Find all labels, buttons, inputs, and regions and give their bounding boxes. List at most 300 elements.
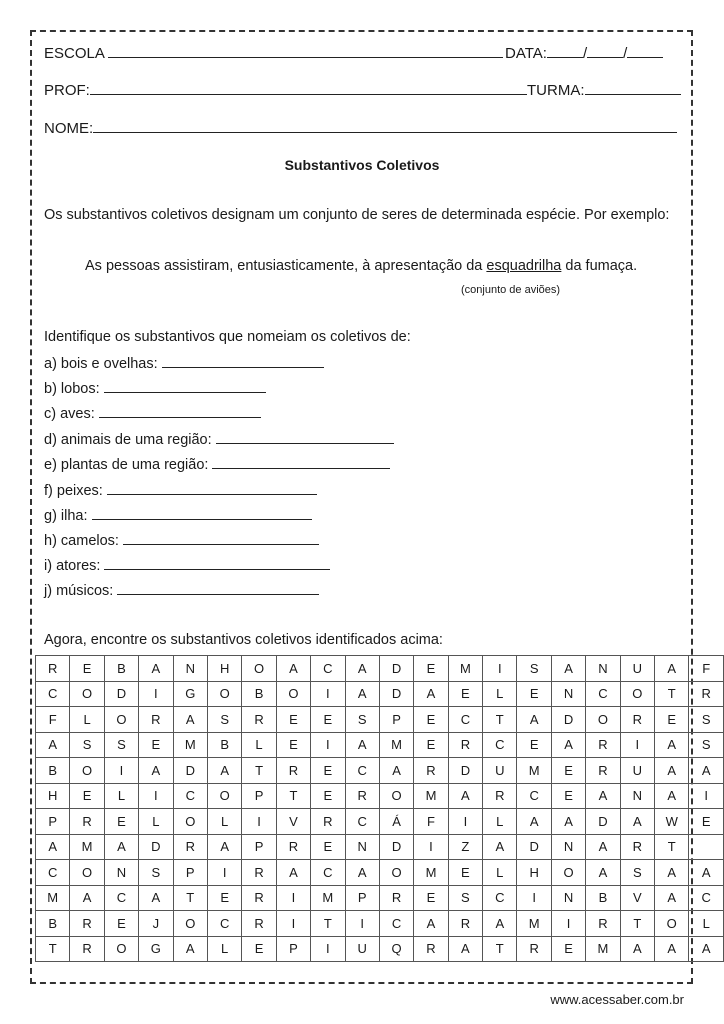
grid-cell[interactable]: A xyxy=(517,707,551,733)
grid-cell[interactable]: M xyxy=(173,732,207,758)
grid-cell[interactable]: A xyxy=(36,732,70,758)
grid-cell[interactable]: R xyxy=(70,911,104,937)
grid-cell[interactable] xyxy=(689,834,724,860)
date-day-field[interactable] xyxy=(547,44,583,58)
grid-cell[interactable]: M xyxy=(36,885,70,911)
grid-cell[interactable]: T xyxy=(655,834,689,860)
grid-cell[interactable]: C xyxy=(483,885,517,911)
grid-cell[interactable]: L xyxy=(483,860,517,886)
grid-cell[interactable]: A xyxy=(586,860,620,886)
grid-cell[interactable]: N xyxy=(104,860,138,886)
grid-cell[interactable]: P xyxy=(36,809,70,835)
grid-cell[interactable]: C xyxy=(448,707,482,733)
grid-cell[interactable]: C xyxy=(345,809,379,835)
grid-cell[interactable]: A xyxy=(207,758,241,784)
grid-cell[interactable]: D xyxy=(551,707,585,733)
grid-cell[interactable]: L xyxy=(483,809,517,835)
grid-cell[interactable]: A xyxy=(551,809,585,835)
grid-cell[interactable]: E xyxy=(70,783,104,809)
grid-cell[interactable]: I xyxy=(345,911,379,937)
grid-cell[interactable]: A xyxy=(448,936,482,962)
grid-cell[interactable]: V xyxy=(620,885,654,911)
grid-cell[interactable]: E xyxy=(414,707,448,733)
example-sentence xyxy=(85,258,637,274)
grid-cell[interactable]: E xyxy=(311,783,345,809)
grid-cell[interactable]: M xyxy=(517,758,551,784)
school-field[interactable] xyxy=(108,44,503,58)
grid-cell[interactable]: A xyxy=(655,732,689,758)
wordsearch-instruction: Agora, encontre os substantivos coletivos identificados acima: xyxy=(44,632,443,648)
grid-cell[interactable]: R xyxy=(586,911,620,937)
turma-line xyxy=(527,81,681,99)
grid-cell[interactable]: R xyxy=(586,758,620,784)
grid-cell[interactable]: E xyxy=(517,681,551,707)
grid-cell[interactable]: G xyxy=(139,936,173,962)
grid-cell[interactable]: I xyxy=(139,783,173,809)
grid-cell[interactable]: C xyxy=(36,860,70,886)
grid-cell[interactable]: D xyxy=(104,681,138,707)
grid-cell[interactable]: H xyxy=(517,860,551,886)
grid-cell[interactable]: P xyxy=(379,707,413,733)
prof-line xyxy=(44,81,527,99)
grid-cell[interactable]: M xyxy=(586,936,620,962)
grid-cell[interactable]: O xyxy=(620,681,654,707)
grid-cell[interactable]: M xyxy=(414,783,448,809)
grid-cell[interactable]: T xyxy=(483,707,517,733)
grid-cell[interactable]: U xyxy=(483,758,517,784)
grid-cell[interactable]: A xyxy=(345,860,379,886)
grid-cell[interactable]: R xyxy=(689,681,724,707)
grid-cell[interactable]: E xyxy=(414,885,448,911)
grid-cell[interactable]: D xyxy=(586,809,620,835)
grid-cell[interactable]: S xyxy=(70,732,104,758)
grid-cell[interactable]: O xyxy=(551,860,585,886)
grid-cell[interactable]: G xyxy=(173,681,207,707)
grid-cell[interactable]: P xyxy=(242,783,276,809)
grid-cell[interactable]: E xyxy=(551,783,585,809)
grid-cell[interactable]: E xyxy=(551,758,585,784)
grid-cell[interactable]: O xyxy=(70,681,104,707)
grid-cell[interactable]: A xyxy=(414,681,448,707)
grid-cell[interactable]: E xyxy=(689,809,724,835)
grid-cell[interactable]: E xyxy=(517,732,551,758)
grid-cell[interactable]: N xyxy=(345,834,379,860)
grid-cell[interactable]: B xyxy=(36,911,70,937)
grid-cell[interactable]: S xyxy=(139,860,173,886)
grid-cell[interactable]: I xyxy=(139,681,173,707)
grid-cell[interactable]: A xyxy=(586,834,620,860)
grid-cell[interactable]: A xyxy=(689,860,724,886)
example-highlight: esquadrilha xyxy=(486,258,562,274)
example-after: da fumaça. xyxy=(561,258,638,274)
grid-cell[interactable]: R xyxy=(173,834,207,860)
grid-cell[interactable]: I xyxy=(517,885,551,911)
grid-cell[interactable]: D xyxy=(448,758,482,784)
example-before: As pessoas assistiram, entusiasticamente, à apresentação da xyxy=(85,258,487,274)
grid-cell[interactable]: N xyxy=(551,834,585,860)
item-g xyxy=(44,506,312,524)
grid-cell[interactable]: A xyxy=(620,936,654,962)
grid-cell[interactable]: R xyxy=(345,783,379,809)
grid-cell[interactable]: S xyxy=(689,732,724,758)
grid-cell[interactable]: T xyxy=(620,911,654,937)
grid-cell[interactable]: I xyxy=(207,860,241,886)
grid-cell[interactable]: E xyxy=(311,758,345,784)
grid-cell[interactable]: R xyxy=(242,707,276,733)
grid-cell[interactable]: I xyxy=(242,809,276,835)
grid-cell[interactable]: M xyxy=(448,656,482,682)
grid-cell[interactable]: B xyxy=(207,732,241,758)
item-f xyxy=(44,481,317,499)
grid-cell[interactable]: D xyxy=(379,656,413,682)
grid-row xyxy=(36,681,724,707)
grid-cell[interactable]: O xyxy=(655,911,689,937)
grid-cell[interactable]: E xyxy=(207,885,241,911)
grid-cell[interactable]: L xyxy=(242,732,276,758)
grid-row xyxy=(36,656,724,682)
turma-label: TURMA: xyxy=(527,82,585,99)
grid-cell[interactable]: M xyxy=(70,834,104,860)
grid-cell[interactable]: A xyxy=(689,936,724,962)
item-c xyxy=(44,404,261,422)
grid-cell[interactable]: A xyxy=(655,860,689,886)
grid-cell[interactable]: U xyxy=(345,936,379,962)
grid-cell[interactable]: E xyxy=(448,860,482,886)
grid-cell[interactable]: C xyxy=(517,783,551,809)
grid-cell[interactable]: T xyxy=(276,783,310,809)
grid-cell[interactable]: A xyxy=(620,809,654,835)
grid-row xyxy=(36,732,724,758)
grid-cell[interactable]: L xyxy=(207,809,241,835)
grid-cell[interactable]: E xyxy=(551,936,585,962)
answer-field[interactable] xyxy=(92,506,312,520)
grid-cell[interactable]: O xyxy=(207,681,241,707)
grid-cell[interactable]: B xyxy=(104,656,138,682)
grid-cell[interactable]: C xyxy=(104,885,138,911)
grid-cell[interactable]: L xyxy=(70,707,104,733)
grid-cell[interactable]: R xyxy=(448,911,482,937)
grid-cell[interactable]: R xyxy=(70,936,104,962)
item-a xyxy=(44,354,324,372)
grid-cell[interactable]: M xyxy=(379,732,413,758)
grid-cell[interactable]: P xyxy=(276,936,310,962)
grid-cell[interactable]: I xyxy=(689,783,724,809)
grid-cell[interactable]: H xyxy=(36,783,70,809)
grid-cell[interactable]: R xyxy=(242,860,276,886)
date-slash-1: / xyxy=(582,45,588,62)
grid-cell[interactable]: I xyxy=(311,936,345,962)
grid-cell[interactable]: O xyxy=(242,656,276,682)
grid-cell[interactable]: B xyxy=(36,758,70,784)
grid-cell[interactable]: E xyxy=(414,732,448,758)
grid-cell[interactable]: Á xyxy=(379,809,413,835)
grid-cell[interactable]: C xyxy=(311,656,345,682)
grid-cell[interactable]: I xyxy=(483,656,517,682)
grid-cell[interactable]: R xyxy=(311,809,345,835)
grid-cell[interactable]: A xyxy=(517,809,551,835)
grid-cell[interactable]: O xyxy=(70,860,104,886)
grid-cell[interactable]: C xyxy=(36,681,70,707)
grid-row xyxy=(36,885,724,911)
grid-cell[interactable]: S xyxy=(207,707,241,733)
grid-cell[interactable]: M xyxy=(517,911,551,937)
grid-cell[interactable]: E xyxy=(311,707,345,733)
grid-cell[interactable]: E xyxy=(655,707,689,733)
name-line xyxy=(44,119,677,137)
grid-row xyxy=(36,936,724,962)
grid-cell[interactable]: A xyxy=(207,834,241,860)
grid-cell[interactable]: A xyxy=(414,911,448,937)
grid-cell[interactable]: L xyxy=(139,809,173,835)
grid-cell[interactable]: T xyxy=(655,681,689,707)
grid-cell[interactable]: A xyxy=(173,936,207,962)
grid-cell[interactable]: R xyxy=(620,834,654,860)
grid-cell[interactable]: T xyxy=(173,885,207,911)
grid-cell[interactable]: R xyxy=(483,783,517,809)
grid-cell[interactable]: D xyxy=(379,834,413,860)
grid-cell[interactable]: R xyxy=(379,885,413,911)
grid-cell[interactable]: E xyxy=(104,911,138,937)
grid-cell[interactable]: A xyxy=(139,656,173,682)
grid-cell[interactable]: A xyxy=(551,656,585,682)
grid-cell[interactable]: C xyxy=(207,911,241,937)
grid-cell[interactable]: A xyxy=(139,758,173,784)
grid-cell[interactable]: I xyxy=(104,758,138,784)
grid-cell[interactable]: A xyxy=(655,656,689,682)
grid-cell[interactable]: C xyxy=(311,860,345,886)
grid-cell[interactable]: N xyxy=(173,656,207,682)
grid-cell[interactable]: T xyxy=(36,936,70,962)
answer-field[interactable] xyxy=(104,379,266,393)
answer-field[interactable] xyxy=(99,404,261,418)
turma-field[interactable] xyxy=(585,81,681,95)
grid-cell[interactable]: E xyxy=(276,707,310,733)
grid-cell[interactable]: O xyxy=(207,783,241,809)
grid-cell[interactable]: I xyxy=(311,732,345,758)
item-e xyxy=(44,455,390,473)
grid-cell[interactable]: I xyxy=(414,834,448,860)
grid-cell[interactable]: E xyxy=(139,732,173,758)
grid-cell[interactable]: A xyxy=(551,732,585,758)
grid-cell[interactable]: L xyxy=(483,681,517,707)
grid-cell[interactable]: R xyxy=(242,911,276,937)
grid-cell[interactable]: P xyxy=(242,834,276,860)
grid-cell[interactable]: O xyxy=(173,911,207,937)
grid-cell[interactable]: T xyxy=(242,758,276,784)
grid-cell[interactable]: R xyxy=(36,656,70,682)
grid-cell[interactable]: N xyxy=(551,885,585,911)
grid-row xyxy=(36,860,724,886)
grid-cell[interactable]: E xyxy=(448,681,482,707)
grid-cell[interactable]: N xyxy=(586,656,620,682)
grid-cell[interactable]: L xyxy=(689,911,724,937)
grid-cell[interactable]: I xyxy=(620,732,654,758)
grid-cell[interactable]: H xyxy=(207,656,241,682)
grid-cell[interactable]: E xyxy=(276,732,310,758)
footer-url[interactable]: www.acessaber.com.br xyxy=(550,992,684,1007)
answer-field[interactable] xyxy=(123,531,319,545)
grid-cell[interactable]: E xyxy=(311,834,345,860)
answer-field[interactable] xyxy=(104,556,330,570)
item-label: c) aves: xyxy=(44,406,95,422)
grid-cell[interactable]: O xyxy=(586,707,620,733)
example-note: (conjunto de aviões) xyxy=(461,284,561,296)
answer-field[interactable] xyxy=(107,481,317,495)
intro-text: Os substantivos coletivos designam um conjunto de seres de determinada espécie. Por exemplo: xyxy=(44,207,670,223)
date-year-field[interactable] xyxy=(627,44,663,58)
grid-cell[interactable]: U xyxy=(620,656,654,682)
grid-cell[interactable]: I xyxy=(448,809,482,835)
grid-cell[interactable]: E xyxy=(104,809,138,835)
grid-cell[interactable]: A xyxy=(70,885,104,911)
grid-cell[interactable]: C xyxy=(379,911,413,937)
grid-cell[interactable]: A xyxy=(586,783,620,809)
grid-cell[interactable]: O xyxy=(379,860,413,886)
grid-cell[interactable]: U xyxy=(620,758,654,784)
grid-cell[interactable]: R xyxy=(448,732,482,758)
grid-cell[interactable]: R xyxy=(414,758,448,784)
date-line xyxy=(505,44,663,62)
answer-field[interactable] xyxy=(117,581,319,595)
grid-cell[interactable]: L xyxy=(207,936,241,962)
grid-cell[interactable]: A xyxy=(276,860,310,886)
grid-cell[interactable]: D xyxy=(379,681,413,707)
grid-cell[interactable]: A xyxy=(655,936,689,962)
grid-cell[interactable]: P xyxy=(345,885,379,911)
grid-cell[interactable]: M xyxy=(414,860,448,886)
grid-cell[interactable]: D xyxy=(173,758,207,784)
grid-cell[interactable]: A xyxy=(345,732,379,758)
grid-cell[interactable]: A xyxy=(104,834,138,860)
grid-cell[interactable]: C xyxy=(173,783,207,809)
grid-cell[interactable]: A xyxy=(689,758,724,784)
grid-cell[interactable]: R xyxy=(70,809,104,835)
grid-cell[interactable]: A xyxy=(276,656,310,682)
grid-cell[interactable]: M xyxy=(311,885,345,911)
grid-cell[interactable]: E xyxy=(70,656,104,682)
grid-cell[interactable]: O xyxy=(173,809,207,835)
grid-cell[interactable]: C xyxy=(345,758,379,784)
grid-cell[interactable]: A xyxy=(448,783,482,809)
item-label: a) bois e ovelhas: xyxy=(44,356,158,372)
item-b xyxy=(44,379,266,397)
grid-cell[interactable]: A xyxy=(483,911,517,937)
grid-cell[interactable]: F xyxy=(36,707,70,733)
grid-cell[interactable]: O xyxy=(276,681,310,707)
answer-field[interactable] xyxy=(216,430,394,444)
grid-cell[interactable]: W xyxy=(655,809,689,835)
grid-cell[interactable]: R xyxy=(586,732,620,758)
answer-field[interactable] xyxy=(162,354,324,368)
grid-cell[interactable]: J xyxy=(139,911,173,937)
grid-cell[interactable]: A xyxy=(379,758,413,784)
grid-cell[interactable]: R xyxy=(242,885,276,911)
grid-cell[interactable]: C xyxy=(689,885,724,911)
grid-cell[interactable]: S xyxy=(104,732,138,758)
grid-cell[interactable]: S xyxy=(448,885,482,911)
grid-cell[interactable]: A xyxy=(36,834,70,860)
grid-cell[interactable]: A xyxy=(655,783,689,809)
answer-field[interactable] xyxy=(212,455,390,469)
grid-cell[interactable]: A xyxy=(345,656,379,682)
grid-cell[interactable]: A xyxy=(139,885,173,911)
grid-cell[interactable]: F xyxy=(689,656,724,682)
grid-cell[interactable]: R xyxy=(139,707,173,733)
name-label: NOME: xyxy=(44,120,94,137)
grid-cell[interactable]: R xyxy=(276,758,310,784)
grid-cell[interactable]: E xyxy=(414,656,448,682)
grid-cell[interactable]: R xyxy=(517,936,551,962)
grid-cell[interactable]: R xyxy=(276,834,310,860)
grid-cell[interactable]: L xyxy=(104,783,138,809)
name-field[interactable] xyxy=(93,119,677,133)
grid-row xyxy=(36,783,724,809)
grid-cell[interactable]: N xyxy=(551,681,585,707)
grid-cell[interactable]: T xyxy=(483,936,517,962)
grid-cell[interactable]: I xyxy=(276,885,310,911)
item-label: e) plantas de uma região: xyxy=(44,457,209,473)
grid-cell[interactable]: V xyxy=(276,809,310,835)
grid-cell[interactable]: D xyxy=(517,834,551,860)
page-title: Substantivos Coletivos xyxy=(284,157,440,173)
item-h xyxy=(44,531,319,549)
grid-cell[interactable]: I xyxy=(311,681,345,707)
grid-cell[interactable]: O xyxy=(379,783,413,809)
grid-cell[interactable]: E xyxy=(242,936,276,962)
grid-cell[interactable]: O xyxy=(104,936,138,962)
word-search-grid xyxy=(35,655,724,962)
grid-cell[interactable]: A xyxy=(483,834,517,860)
grid-cell[interactable]: S xyxy=(689,707,724,733)
grid-cell[interactable]: B xyxy=(242,681,276,707)
grid-cell[interactable]: N xyxy=(620,783,654,809)
grid-cell[interactable]: S xyxy=(517,656,551,682)
grid-cell[interactable]: F xyxy=(414,809,448,835)
grid-cell[interactable]: B xyxy=(586,885,620,911)
grid-cell[interactable]: R xyxy=(620,707,654,733)
grid-row xyxy=(36,758,724,784)
grid-cell[interactable]: R xyxy=(414,936,448,962)
grid-cell[interactable]: O xyxy=(104,707,138,733)
instruction-text: Identifique os substantivos que nomeiam os coletivos de: xyxy=(44,329,411,345)
grid-cell[interactable]: C xyxy=(586,681,620,707)
grid-cell[interactable]: A xyxy=(173,707,207,733)
grid-cell[interactable]: I xyxy=(551,911,585,937)
grid-row xyxy=(36,911,724,937)
grid-cell[interactable]: S xyxy=(345,707,379,733)
grid-cell[interactable]: P xyxy=(173,860,207,886)
date-month-field[interactable] xyxy=(587,44,623,58)
grid-cell[interactable]: A xyxy=(655,885,689,911)
item-label: j) músicos: xyxy=(44,583,114,599)
grid-cell[interactable]: D xyxy=(139,834,173,860)
grid-cell[interactable]: A xyxy=(655,758,689,784)
grid-cell[interactable]: I xyxy=(276,911,310,937)
grid-cell[interactable]: A xyxy=(345,681,379,707)
grid-cell[interactable]: O xyxy=(70,758,104,784)
grid-cell[interactable]: C xyxy=(483,732,517,758)
grid-cell[interactable]: Q xyxy=(379,936,413,962)
item-j xyxy=(44,581,319,599)
prof-field[interactable] xyxy=(90,81,527,95)
prof-label: PROF: xyxy=(44,82,90,99)
item-d xyxy=(44,430,394,448)
grid-cell[interactable]: S xyxy=(620,860,654,886)
grid-row xyxy=(36,834,724,860)
grid-cell[interactable]: T xyxy=(311,911,345,937)
item-label: b) lobos: xyxy=(44,381,100,397)
grid-cell[interactable]: Z xyxy=(448,834,482,860)
